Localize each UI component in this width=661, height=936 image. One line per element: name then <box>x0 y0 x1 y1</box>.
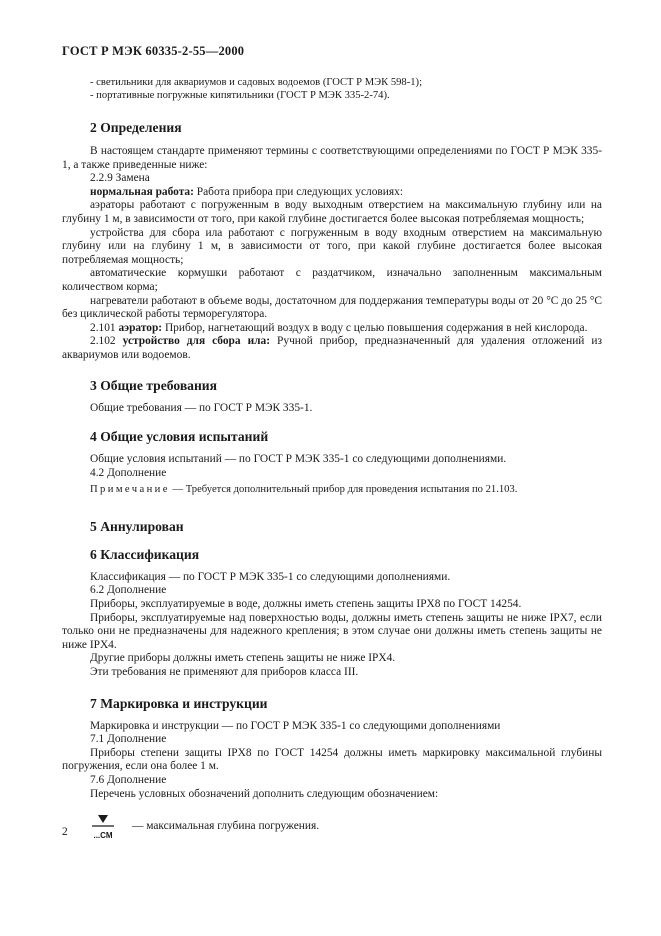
clause-number: 2.102 <box>90 335 123 348</box>
list-item: - портативные погружные кипятильники (ГОСТ Р МЭК 335-2-74). <box>90 90 390 101</box>
paragraph: Общие требования — по ГОСТ Р МЭК 335-1. <box>90 401 313 414</box>
paragraph: Другие приборы должны иметь степень защиты не ниже IPX4. <box>90 652 396 665</box>
paragraph: Приборы, эксплуатируемые в воде, должны иметь степень защиты IPX8 по ГОСТ 14254. <box>90 598 522 611</box>
list-item: - светильники для аквариумов и садовых водоемов (ГОСТ Р МЭК 598-1); <box>90 77 423 88</box>
paragraph: автоматические кормушки работают с раздатчиком, изначально заполненным максимальным количеством корма; <box>62 267 602 293</box>
section-title-3: 3 Общие требования <box>90 377 217 393</box>
paragraph: нагреватели работают в объеме воды, достаточном для поддержания температуры воды от 20 °С до 25 °С без циклической работы терморегулятора. <box>62 294 602 321</box>
clause-heading: 7.6 Дополнение <box>90 774 167 786</box>
definition-text: Ручной прибор, предназначенный для удаления отложений из аквариумов или водоемов. <box>62 335 602 361</box>
symbol-row <box>62 813 602 841</box>
clause-number: 2.101 <box>90 321 119 334</box>
definition-2-102 <box>62 335 602 362</box>
term: аэратор: <box>118 321 163 334</box>
term: нормальная работа: <box>90 185 194 198</box>
paragraph: Перечень условных обозначений дополнить следующим обозначением: <box>90 787 439 800</box>
note <box>62 483 602 497</box>
note-label: Примечание <box>90 484 170 496</box>
clause-heading: 6.2 Дополнение <box>90 584 167 597</box>
paragraph: Приборы, эксплуатируемые над поверхностью воды, должны иметь степень защиты не ниже IPX7, если только они не предназначены для надежного крепления; в этом случае они должны иметь степень защиты не ниже IPX4. <box>62 611 602 651</box>
paragraph: Классификация — по ГОСТ Р МЭК 335-1 со следующими дополнениями. <box>90 570 451 583</box>
definition-text: Работа прибора при следующих условиях: <box>193 185 404 198</box>
section-title-6: 6 Классификация <box>90 546 200 562</box>
definition-text: Прибор, нагнетающий воздух в воду с целью повышения содержания в ней кислорода. <box>162 321 588 334</box>
clause-heading: 4.2 Дополнение <box>90 466 167 479</box>
definition-2-101 <box>62 322 602 336</box>
paragraph: В настоящем стандарте применяют термины с соответствующими определениями по ГОСТ Р МЭК 335-1, а также приведенные ниже: <box>62 145 602 171</box>
definition-normal-operation <box>62 186 602 200</box>
symbol-text: ...СМ <box>93 831 113 841</box>
max-depth-symbol-icon <box>86 813 120 841</box>
section-title-4: 4 Общие условия испытаний <box>90 429 269 445</box>
term: устройство для сбора ила: <box>122 335 271 348</box>
document-body <box>62 76 602 841</box>
clause-heading: 2.2.9 Замена <box>90 172 150 185</box>
paragraph: Приборы степени защиты IPX8 по ГОСТ 14254 должны иметь маркировку максимальной глубины погружения, если она более 1 м. <box>62 746 602 773</box>
section-title-5: 5 Аннулирован <box>90 518 184 534</box>
paragraph: Маркировка и инструкции — по ГОСТ Р МЭК 335-1 со следующими дополнениями <box>90 719 501 732</box>
symbol-description: — максимальная глубина погружения. <box>132 820 320 833</box>
paragraph: аэраторы работают с погруженным в воду выходным отверстием на максимальную глубину или на глубину 1 м, в зависимости от того, при какой глубине достигается более высокая потребляемая мощность; <box>62 199 602 225</box>
document-header: ГОСТ Р МЭК 60335-2-55—2000 <box>62 44 245 58</box>
section-title-7: 7 Маркировка и инструкции <box>90 695 268 711</box>
page-number: 2 <box>62 826 68 838</box>
paragraph: Эти требования не применяют для приборов класса III. <box>90 666 359 679</box>
clause-heading: 7.1 Дополнение <box>90 733 167 746</box>
note-text: — Требуется дополнительный прибор для проведения испытания по 21.103. <box>169 484 518 496</box>
paragraph: Общие условия испытаний — по ГОСТ Р МЭК 335-1 со следующими дополнениями. <box>90 453 507 466</box>
paragraph: устройства для сбора ила работают с погруженным в воду входным отверстием на максимальную глубину или на глубину 1 м, в зависимости от того, при какой глубине достигается более высокая потребляемая мощность; <box>62 226 602 266</box>
section-title-2: 2 Определения <box>90 120 182 135</box>
